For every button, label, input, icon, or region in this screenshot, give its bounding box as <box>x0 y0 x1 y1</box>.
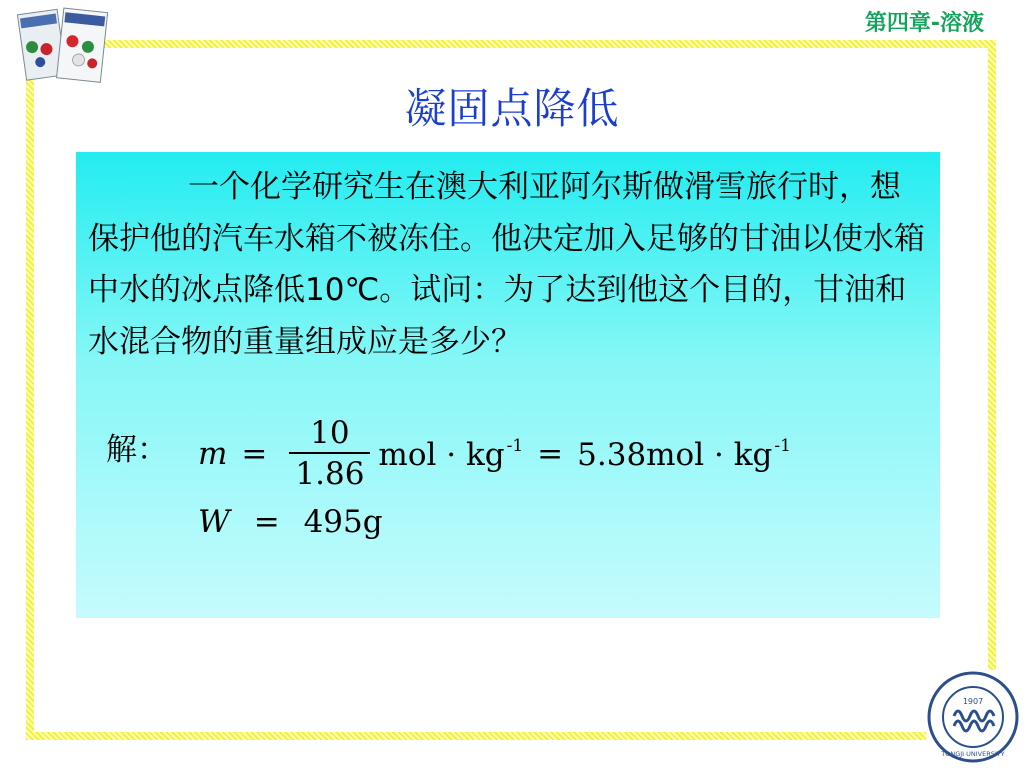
equation-molality <box>198 414 791 494</box>
problem-panel <box>76 152 940 618</box>
unit-exponent: -1 <box>506 435 524 456</box>
equation-variable-w: W <box>198 504 230 540</box>
equation-weight <box>198 504 383 540</box>
chapter-label: 第四章-溶液 <box>864 11 984 36</box>
slide-title: 凝固点降低 <box>404 84 620 133</box>
unit <box>378 436 523 473</box>
result <box>577 436 791 473</box>
fraction-denominator: 1.86 <box>295 456 365 492</box>
logo-year: 1907 <box>962 697 984 706</box>
logo-text: TONGJI UNIVERSITY <box>941 750 1005 758</box>
result-exponent: -1 <box>774 435 791 456</box>
equation-variable-m: m <box>198 436 228 472</box>
equals-sign-3: = <box>253 504 280 540</box>
tongji-university-seal-icon <box>926 670 1020 764</box>
problem-text: 一个化学研究生在澳大利亚阿尔斯做滑雪旅行时，想保护他的汽车水箱不被冻住。他决定加入足够的甘油以使水箱中水的冰点降低10℃。试问：为了达到他这个目的，甘油和水混合物的重量组成应是多少？ <box>88 169 925 360</box>
unit-text: mol · kg <box>378 436 505 473</box>
equals-sign-2: = <box>537 436 564 472</box>
fraction-numerator: 10 <box>310 415 350 451</box>
fraction <box>289 414 370 494</box>
solution-label: 解： <box>106 432 168 468</box>
result-text: 5.38mol · kg <box>577 436 773 473</box>
weight-value: 495g <box>303 504 383 540</box>
equals-sign: = <box>241 436 268 472</box>
